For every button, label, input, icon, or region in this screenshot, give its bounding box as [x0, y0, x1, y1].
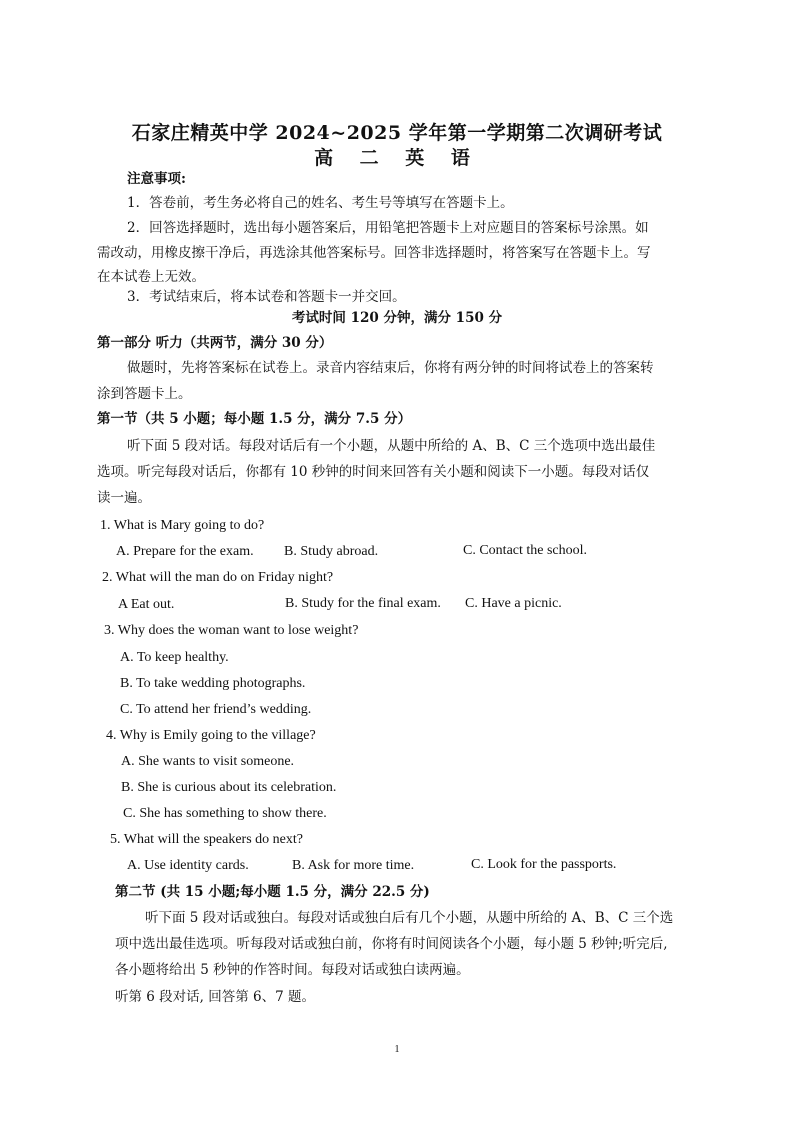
question-1-option-a: A. Prepare for the exam.	[116, 544, 254, 559]
question-5-option-c: C. Look for the passports.	[471, 857, 617, 872]
question-1-option-b: B. Study abroad.	[284, 544, 379, 559]
question-4-stem: 4. Why is Emily going to the village?	[106, 728, 316, 743]
question-5-stem: 5. What will the speakers do next?	[110, 832, 303, 847]
notice-item-1: 1．答卷前，考生务必将自己的姓名、考生号等填写在答题卡上。	[127, 195, 514, 211]
question-4-option-a: A. She wants to visit someone.	[121, 754, 295, 769]
notice-item-2-line-2: 需改动，用橡皮擦干净后，再选涂其他答案标号。回答非选择题时，将答案写在答题卡上。写	[97, 245, 651, 261]
section2-intro-line-3: 各小题将给出 5 秒钟的作答时间。每段对话或独白读两遍。	[115, 962, 470, 978]
section1-intro-line-3: 读一遍。	[97, 490, 151, 506]
part1-intro-line-2: 涂到答题卡上。	[97, 386, 192, 402]
page-number: 1	[394, 1044, 400, 1055]
question-3-option-a: A. To keep healthy.	[120, 650, 229, 665]
section1-heading: 第一节（共 5 小题；每小题 1.5 分，满分 7.5 分）	[97, 411, 412, 427]
question-5-option-a: A. Use identity cards.	[127, 858, 249, 873]
part1-heading: 第一部分 听力（共两节，满分 30 分）	[97, 335, 333, 351]
question-1-option-c: C. Contact the school.	[463, 543, 588, 558]
section2-intro-line-1: 听下面 5 段对话或独白。每段对话或独白后有几个小题，从题中所给的 A、B、C 三个选	[145, 910, 674, 926]
notice-item-3: 3．考试结束后，将本试卷和答题卡一并交回。	[127, 289, 406, 305]
exam-time: 考试时间 120 分钟，满分 150 分	[291, 310, 503, 326]
exam-title: 石家庄精英中学 2024~2025 学年第一学期第二次调研考试	[131, 122, 663, 144]
question-5-option-b: B. Ask for more time.	[292, 858, 415, 873]
question-2-option-b: B. Study for the final exam.	[285, 596, 441, 611]
notice-heading: 注意事项:	[127, 171, 186, 187]
question-3-stem: 3. Why does the woman want to lose weight?	[104, 623, 359, 638]
notice-item-2-line-3: 在本试卷上无效。	[97, 269, 205, 285]
question-3-option-b: B. To take wedding photographs.	[120, 676, 306, 691]
question-2-option-a: A Eat out.	[118, 597, 175, 612]
section2-heading: 第二节 (共 15 小题;每小题 1.5 分，满分 22.5 分)	[115, 884, 430, 900]
part1-intro-line-1: 做题时，先将答案标在试卷上。录音内容结束后，你将有两分钟的时间将试卷上的答案转	[127, 360, 654, 376]
exam-subject: 高 二 英 语	[314, 147, 480, 169]
section2-instruction: 听第 6 段对话, 回答第 6、7 题。	[115, 989, 316, 1005]
question-3-option-c: C. To attend her friend’s wedding.	[120, 702, 312, 717]
question-2-option-c: C. Have a picnic.	[465, 596, 562, 611]
question-2-stem: 2. What will the man do on Friday night?	[102, 570, 334, 585]
section2-intro-line-2: 项中选出最佳选项。听每段对话或独白前，你将有时间阅读各个小题，每小题 5 秒钟;听完后,	[115, 936, 668, 952]
section1-intro-line-2: 选项。听完每段对话后，你都有 10 秒钟的时间来回答有关小题和阅读下一小题。每段对话仅	[97, 464, 650, 480]
section1-intro-line-1: 听下面 5 段对话。每段对话后有一个小题，从题中所给的 A、B、C 三个选项中选出最佳	[127, 438, 656, 454]
question-4-option-b: B. She is curious about its celebration.	[121, 780, 337, 795]
question-4-option-c: C. She has something to show there.	[123, 806, 327, 821]
notice-item-2-line-1: 2．回答选择题时，选出每小题答案后，用铅笔把答题卡上对应题目的答案标号涂黑。如	[127, 220, 649, 236]
question-1-stem: 1. What is Mary going to do?	[100, 518, 265, 533]
